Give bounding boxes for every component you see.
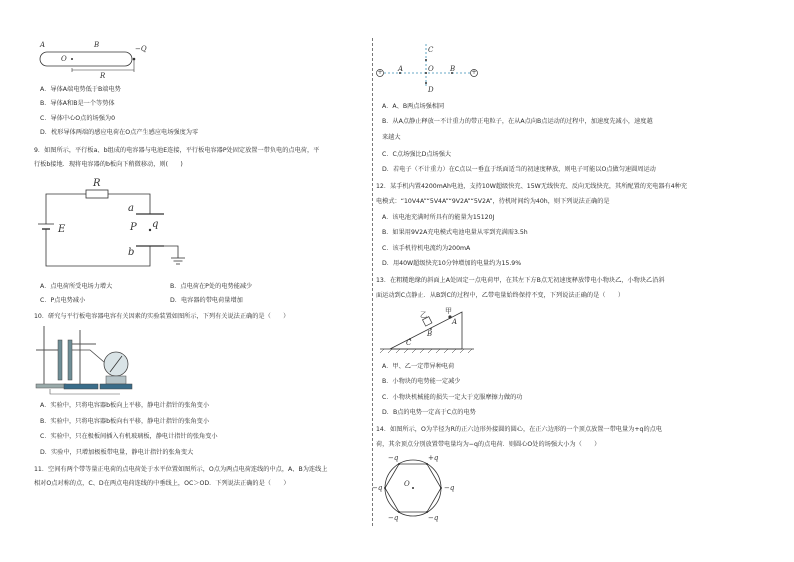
q10-option-b: B．实验中，只将电容器b板向右平移，静电计指针的张角变小 bbox=[40, 418, 210, 425]
label-o14: O bbox=[404, 480, 410, 488]
q8-option-a: A．导体A端电势低于B端电势 bbox=[40, 86, 121, 93]
q11-option-b-cont: 来越大 bbox=[382, 134, 401, 141]
label-vertex-3: −q bbox=[444, 484, 455, 492]
label-b9: b bbox=[128, 247, 135, 258]
q11-option-b: B．从A点静止释放一不计重力的带正电粒子，在从A点向B点运动的过程中，加速度先减小，速度越 bbox=[382, 118, 653, 125]
q10-option-d: D．实验中，只增加极板带电量，静电计指针的张角变大 bbox=[40, 449, 194, 456]
label-b11: B bbox=[450, 65, 456, 73]
q13-stem-line1: 13．在粗糙绝缘的斜面上A处固定一点电荷甲，在其左下方B点无初速度释放带电小物块乙，小物块乙沿斜 bbox=[376, 277, 665, 284]
label-c11: C bbox=[428, 46, 434, 54]
q10-option-c: C．实验中，只在极板间插入有机玻璃板，静电计指针的张角变小 bbox=[40, 433, 218, 440]
label-o: O bbox=[61, 55, 67, 63]
vertex-charge-6 bbox=[384, 487, 386, 489]
q10-option-a: A．实验中，只将电容器b板向上平移，静电计指针的张角变小 bbox=[40, 402, 210, 409]
label-vertex-4: −q bbox=[428, 514, 439, 522]
q9-option-b: B．点电荷在P处的电势能减少 bbox=[170, 283, 253, 290]
q9-stem-line1: 9．如图所示，平行板a、b组成的电容器与电池E连接，平行板电容器P处固定放置一带负电的点电荷，平 bbox=[34, 147, 320, 154]
label-r: R bbox=[100, 72, 106, 80]
label-o11: O bbox=[428, 65, 434, 73]
plus-right: + bbox=[471, 68, 477, 76]
vertex-charge-4 bbox=[426, 511, 428, 513]
label-e9: E bbox=[58, 224, 66, 235]
q9-option-c: C．P点电势减小 bbox=[40, 297, 86, 304]
label-vertex-2: +q bbox=[428, 454, 439, 462]
label-q: −Q bbox=[135, 45, 147, 53]
q12-option-b: B．如果用9V2A充电模式电池电量从零到充满需3.5h bbox=[382, 229, 528, 236]
q12-stem-line2: 电模式：“10V4A”“5V4A”“9V2A”“5V2A”，待机时间约为40h，则下列说法正确的是 bbox=[376, 198, 610, 205]
label-b: B bbox=[94, 41, 100, 49]
q8-option-d: D．枕形导体两端的感应电荷在O点产生感应电场强度为零 bbox=[40, 129, 199, 136]
q13-option-c: C．小物块机械能的损失一定大于克服摩擦力做的功 bbox=[382, 394, 523, 401]
q8-option-c: C．导体中心O点的场强为0 bbox=[40, 115, 116, 122]
vertex-charge-5 bbox=[398, 511, 400, 513]
label-b13: B bbox=[427, 330, 433, 338]
q9-option-d: D．电容器的带电荷量增加 bbox=[170, 297, 243, 304]
label-vertex-1: −q bbox=[388, 454, 399, 462]
label-r9: R bbox=[93, 178, 101, 189]
label-a: A bbox=[40, 41, 46, 49]
label-p9: P bbox=[130, 222, 137, 233]
q12-option-d: D．用40W超级快充10分钟增加的电量约为15.9% bbox=[382, 260, 522, 267]
label-a11: A bbox=[398, 65, 404, 73]
q11-option-c: C．C点场强比D点场强大 bbox=[382, 151, 452, 158]
label-a9: a bbox=[128, 203, 134, 214]
vertex-charge-2 bbox=[426, 463, 428, 465]
q13-option-d: D．B点的电势一定高于C点的电势 bbox=[382, 409, 476, 416]
q14-stem-line2: 荷，其余顶点分别放置带电量均为−q的点电荷．则圆心O处的场强大小为（ ） bbox=[376, 441, 601, 448]
q14-stem-line1: 14．如图所示，O为半径为R的正六边形外接圆的圆心，在正六边形的一个顶点放置一带电量为+q的点电 bbox=[376, 426, 663, 433]
vertex-charge-1 bbox=[398, 463, 400, 465]
q9-option-a: A．点电荷所受电场力增大 bbox=[40, 283, 113, 290]
q13-stem-line2: 面运动到C点静止．从B到C的过程中，乙带电量始终保持不变，下列说法正确的是（ ） bbox=[376, 292, 625, 299]
label-c13: C bbox=[406, 339, 412, 347]
label-d11: D bbox=[428, 86, 434, 94]
label-a13: A bbox=[452, 318, 458, 326]
q12-option-c: C．该手机待机电流约为200mA bbox=[382, 245, 471, 252]
q9-stem-line2: 行板b接地．现将电容器的b板向下稍微移动，则( ) bbox=[34, 161, 183, 168]
q11-option-d: D．若电子（不计重力）在C点以一垂直于纸面适当的初速度释放，则电子可能以O点做匀速圆周运动 bbox=[382, 166, 656, 173]
q13-option-a: A．甲、乙一定带异种电荷 bbox=[382, 363, 455, 370]
label-vertex-6: −q bbox=[372, 484, 383, 492]
plus-left: + bbox=[377, 68, 383, 76]
q10-stem: 10．研究与平行板电容器电容有关因素的实验装置如图所示，下列有关说法正确的是（ ） bbox=[34, 313, 290, 320]
label-vertex-5: −q bbox=[388, 514, 399, 522]
q12-stem-line1: 12．某手机内置4200mAh电池，支持10W超级快充、15W无线快充、反向无线快充，其所配置的充电器有4种充 bbox=[376, 183, 688, 190]
q11-stem-line2: 相对O点对称的点，C、D在两点电荷连线的中垂线上，OC＞OD．下列说法正确的是（ ） bbox=[34, 480, 290, 487]
q11-option-a: A．A、B两点场强相同 bbox=[382, 103, 445, 110]
vertex-charge-3 bbox=[440, 487, 442, 489]
q12-option-a: A．该电池充满时所具有的能量为15120J bbox=[382, 214, 495, 221]
label-jia: 甲 bbox=[445, 307, 452, 315]
q8-option-b: B．导体A和B是一个等势体 bbox=[40, 100, 115, 107]
q11-stem-line1: 11．空间有两个带等量正电荷的点电荷处于水平位置如图所示，O点为两点电荷连线的中点，A、B为连线上 bbox=[34, 466, 328, 473]
label-yi: 乙 bbox=[420, 311, 427, 319]
label-q9: q bbox=[152, 219, 159, 230]
q13-option-b: B．小物块的电势能一定减少 bbox=[382, 378, 461, 385]
center-o bbox=[412, 487, 414, 489]
